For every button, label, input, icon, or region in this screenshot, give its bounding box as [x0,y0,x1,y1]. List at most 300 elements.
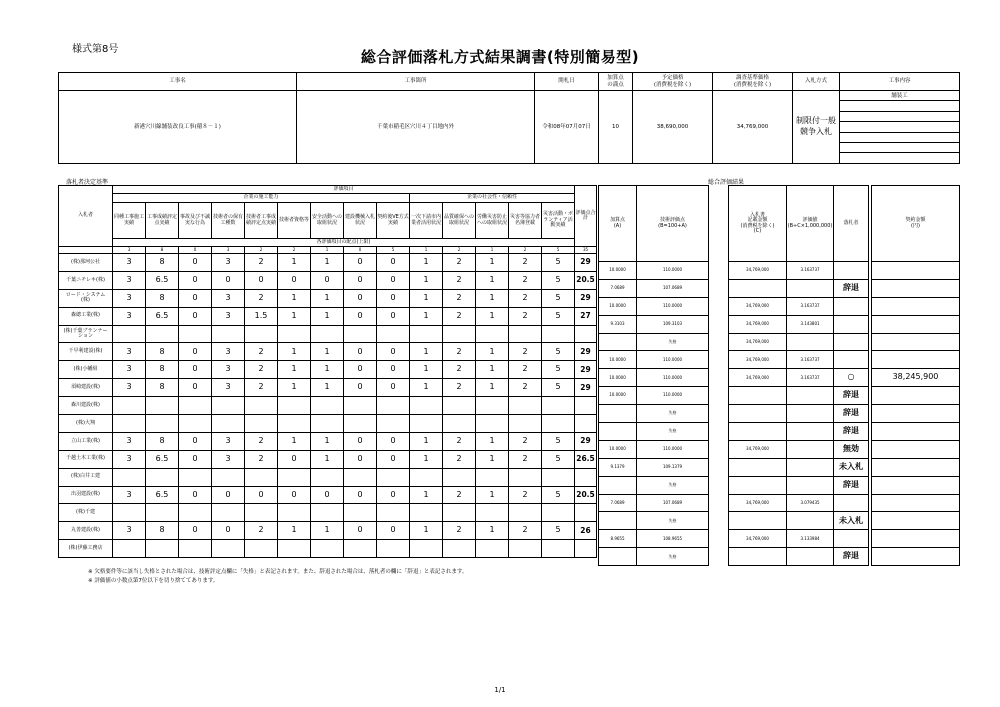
score-cell: 5 [542,379,575,397]
score-cell: 3 [212,289,245,307]
score-cell [146,504,179,522]
score-cell [311,397,344,415]
max-score-cell: 2 [509,247,542,254]
header-eval-item: 工事成績評定点実績 [146,203,179,239]
score-cell: 3 [212,254,245,272]
add-score: 10.0000 [599,262,637,280]
score-cell [542,325,575,343]
contract-amount [872,351,960,369]
bidder-name: 千葉ニチレキ(株) [59,271,113,289]
add-score: 8.9655 [599,530,637,548]
score-cell: 1 [476,271,509,289]
score-cell: 3 [113,289,146,307]
add-score: 9.1379 [599,458,637,476]
table-row [59,415,597,433]
score-cell [278,415,311,433]
winner-mark [834,262,869,280]
work-content-item [840,111,959,121]
score-cell: 1 [278,361,311,379]
score-cell [113,325,146,343]
eval-value [787,476,834,494]
score-cell: 2 [509,271,542,289]
score-cell: 8 [146,379,179,397]
result-row [599,333,960,351]
score-cell [179,540,212,558]
tech-score: 110.0000 [637,351,709,369]
contract-amount [872,297,960,315]
score-cell [179,468,212,486]
header-winner: 落札者 [834,186,869,262]
value-work-place: 千葉市稲毛区穴川４丁目地内外 [297,91,535,164]
table-row [59,361,597,379]
header-eval-item: 建設機械入札状況 [344,203,377,239]
tech-score: 失格 [637,423,709,441]
tech-score: 110.0000 [637,262,709,280]
total-score [575,504,597,522]
score-cell: 3 [212,379,245,397]
score-cell: 1 [476,289,509,307]
eval-value [787,387,834,405]
score-cell [146,468,179,486]
result-gap [709,369,729,387]
max-score-cell: 1 [476,247,509,254]
score-cell: 0 [344,289,377,307]
score-cell: 2 [509,343,542,361]
bidder-name: (株)千葉ブランナー ション [59,325,113,343]
winner-mark: ○ [834,369,869,387]
score-cell: 5 [542,486,575,504]
header-eval-item: 一次下請市内業者活用状況 [410,203,443,239]
tech-score: 110.0000 [637,297,709,315]
total-score: 20.5 [575,271,597,289]
value-planned-price: 38,690,000 [633,91,713,164]
tech-score: 108.9655 [637,530,709,548]
score-cell [179,325,212,343]
score-cell [509,415,542,433]
score-cell: 3 [113,271,146,289]
score-cell: 1 [410,361,443,379]
score-cell: 0 [377,307,410,325]
score-cell: 0 [377,289,410,307]
eval-value: 3.163737 [787,262,834,280]
decision-criteria-label: 落札者決定基準 [66,179,109,186]
score-cell: 0 [344,486,377,504]
eval-value [787,333,834,351]
result-gap [709,351,729,369]
bidder-name: 立山工業(株) [59,432,113,450]
bid-amount: 34,769,000 [729,333,787,351]
total-score: 20.5 [575,486,597,504]
result-gap [709,548,729,566]
score-cell: 1 [311,450,344,468]
header-planned-price: 予定価格 (消費税を除く) [633,73,713,91]
winner-mark: 辞退 [834,548,869,566]
max-score-cell: 2 [278,247,311,254]
add-score: 10.0000 [599,440,637,458]
winner-mark: 辞退 [834,405,869,423]
score-cell: 1 [311,522,344,540]
winner-mark [834,351,869,369]
score-cell [146,325,179,343]
work-content-item [840,142,959,152]
score-cell: 1 [278,254,311,272]
score-cell: 0 [179,522,212,540]
bid-amount: 34,769,000 [729,440,787,458]
eval-value [787,458,834,476]
score-cell: 0 [377,361,410,379]
winner-mark: 辞退 [834,476,869,494]
header-bid-amount: 入札書 記載金額 (消費税を除く) (C) [729,186,787,262]
score-cell [245,397,278,415]
score-cell: 0 [344,343,377,361]
score-cell: 0 [245,271,278,289]
result-row [599,315,960,333]
score-cell [476,540,509,558]
tech-score: 110.0000 [637,369,709,387]
max-score-cell: 0 [179,247,212,254]
max-score-cell: 3 [212,247,245,254]
score-cell [311,540,344,558]
result-gap [709,297,729,315]
document-title: 総合評価落札方式結果調書(特別簡易型) [360,48,640,66]
table-row [59,486,597,504]
header-open-date: 開札日 [535,73,599,91]
result-gap [709,405,729,423]
score-cell: 3 [113,379,146,397]
score-cell [410,415,443,433]
score-cell: 1 [410,343,443,361]
bid-amount: 34,769,000 [729,494,787,512]
tech-score: 失格 [637,512,709,530]
form-number: 様式第8号 [72,44,119,55]
total-score: 26.5 [575,450,597,468]
eval-value: 3.163737 [787,351,834,369]
work-content-item [840,122,959,132]
result-row [599,369,960,387]
score-cell: 6.5 [146,486,179,504]
score-cell: 5 [542,343,575,361]
page-number: 1/1 [494,686,506,694]
score-cell: 0 [179,361,212,379]
score-cell [542,540,575,558]
score-cell: 2 [509,450,542,468]
result-row [599,387,960,405]
score-cell [377,468,410,486]
score-cell [410,397,443,415]
score-cell: 3 [113,361,146,379]
bidder-name: (株)伊藤工務店 [59,540,113,558]
score-cell: 0 [344,450,377,468]
eval-value: 3.133984 [787,530,834,548]
table-row [59,289,597,307]
score-cell: 1 [311,432,344,450]
max-score-cell: 0 [344,247,377,254]
score-cell [443,468,476,486]
bidder-name: 森總工業(株) [59,307,113,325]
tech-score: 失格 [637,405,709,423]
score-cell: 0 [179,432,212,450]
max-score-cell: 1 [311,247,344,254]
score-cell: 2 [509,361,542,379]
score-cell: 0 [377,486,410,504]
bidder-name: 須崎建設(株) [59,379,113,397]
max-score-cell: 3 [113,247,146,254]
score-cell: 1 [278,432,311,450]
contract-amount [872,387,960,405]
result-gap [709,440,729,458]
score-cell [443,415,476,433]
add-score [599,405,637,423]
total-score [575,415,597,433]
total-score [575,325,597,343]
score-cell: 1 [476,361,509,379]
score-cell: 1 [311,379,344,397]
score-cell: 0 [179,379,212,397]
score-cell: 1 [278,379,311,397]
score-cell [509,325,542,343]
score-cell [344,504,377,522]
header-company-tech: 企業の施工能力 [113,194,410,203]
table-row [59,432,597,450]
score-cell: 8 [146,432,179,450]
score-cell [509,397,542,415]
score-cell: 0 [311,486,344,504]
value-add-full: 10 [599,91,633,164]
result-gap [709,530,729,548]
score-cell: 0 [344,522,377,540]
table-row [59,540,597,558]
table-row [59,468,597,486]
score-cell [311,504,344,522]
score-cell [212,504,245,522]
bidder-name: 森川建設(株) [59,397,113,415]
score-cell: 0 [377,432,410,450]
contract-amount [872,458,960,476]
score-cell [542,504,575,522]
score-cell: 0 [344,271,377,289]
bidder-name: 出羽建設(株) [59,486,113,504]
score-cell: 5 [542,432,575,450]
header-eval-item: 契約後VE方式実績 [377,203,410,239]
result-row [599,262,960,280]
work-content-item [840,101,959,111]
score-cell: 1 [476,522,509,540]
max-score-cell: 2 [245,247,278,254]
bid-amount [729,279,787,297]
score-cell: 3 [113,432,146,450]
bidder-name: (株)千建 [59,504,113,522]
score-cell [245,504,278,522]
contract-amount [872,279,960,297]
result-gap [709,333,729,351]
bidder-name: 丸善建設(株) [59,522,113,540]
eval-value [787,279,834,297]
score-cell: 2 [509,486,542,504]
header-eval-item: 技術者の保有工種数 [212,203,245,239]
result-gap [709,387,729,405]
result-row [599,476,960,494]
score-cell: 2 [443,271,476,289]
score-cell: 5 [542,307,575,325]
score-cell [443,325,476,343]
score-cell: 1 [476,450,509,468]
table-row [59,325,597,343]
score-cell [146,415,179,433]
contract-amount [872,548,960,566]
winner-mark [834,315,869,333]
total-score: 29 [575,254,597,272]
score-cell: 8 [146,289,179,307]
tech-score: 110.0000 [637,387,709,405]
header-contract-amount: 契約金額 (円) [872,186,960,262]
score-cell: 1 [278,307,311,325]
score-cell [377,325,410,343]
score-cell: 1 [278,289,311,307]
score-cell: 0 [179,486,212,504]
score-cell: 2 [509,432,542,450]
score-cell: 0 [245,486,278,504]
tech-score: 107.0689 [637,494,709,512]
bid-amount [729,476,787,494]
score-cell: 0 [212,522,245,540]
score-cell: 0 [377,450,410,468]
score-cell [113,415,146,433]
score-cell: 8 [146,343,179,361]
score-cell [113,540,146,558]
score-cell [377,504,410,522]
score-cell: 0 [344,379,377,397]
score-cell [278,540,311,558]
total-score [575,397,597,415]
bid-amount: 34,769,000 [729,315,787,333]
tech-score: 110.0000 [637,440,709,458]
eval-value [787,423,834,441]
score-cell [443,397,476,415]
result-gap [709,512,729,530]
score-cell [113,504,146,522]
max-score-cell: 2 [443,247,476,254]
score-cell: 0 [377,522,410,540]
header-eval-item: 同種工事施工実績 [113,203,146,239]
score-cell [377,415,410,433]
score-cell [542,415,575,433]
score-cell: 0 [344,361,377,379]
add-score: 10.0000 [599,297,637,315]
score-cell [509,504,542,522]
bidder-name: 千越土木工業(株) [59,450,113,468]
winner-mark [834,297,869,315]
eval-value [787,548,834,566]
score-cell: 0 [377,271,410,289]
table-row [59,450,597,468]
contract-info-table [58,72,960,164]
score-cell: 1 [410,432,443,450]
score-cell: 0 [212,271,245,289]
score-cell [146,397,179,415]
winner-mark [834,494,869,512]
winner-mark: 辞退 [834,423,869,441]
score-cell: 3 [113,486,146,504]
max-row-blank [59,247,113,254]
tech-score: 失格 [637,548,709,566]
score-cell [245,325,278,343]
score-cell: 2 [443,361,476,379]
score-cell: 2 [443,343,476,361]
add-score [599,423,637,441]
score-cell [212,397,245,415]
score-cell [377,540,410,558]
table-row [59,307,597,325]
score-cell: 0 [179,307,212,325]
score-cell: 5 [542,289,575,307]
add-score: 7.0689 [599,494,637,512]
value-work-name: 新港穴川線舗装改良工事(稲８－１) [59,91,297,164]
bid-amount [729,387,787,405]
bid-amount [729,458,787,476]
table-row [59,504,597,522]
bid-amount [729,405,787,423]
score-cell: 6.5 [146,271,179,289]
score-cell: 5 [542,361,575,379]
bid-amount: 34,769,000 [729,369,787,387]
score-cell [278,397,311,415]
score-cell: 5 [542,271,575,289]
header-eval-item: 品質確保への取組状況 [443,203,476,239]
bidder-name: (株)小幡組 [59,361,113,379]
result-row [599,279,960,297]
score-cell [344,325,377,343]
work-content-item: 舗装工 [840,91,959,101]
score-cell: 0 [278,271,311,289]
total-score [575,468,597,486]
score-cell: 2 [245,432,278,450]
header-add-score: 加算点 (A) [599,186,637,262]
score-cell [509,540,542,558]
header-work-name: 工事名 [59,73,297,91]
header-max-label: 各評価項目の配点(上限) [113,239,575,247]
score-cell: 0 [179,289,212,307]
work-content-list [840,91,959,163]
score-cell: 2 [245,450,278,468]
header-bidder: 入札者 [59,186,113,247]
total-score: 27 [575,307,597,325]
score-cell [377,397,410,415]
score-cell: 1 [311,254,344,272]
header-eval-item: 災害等協力者名簿登載 [509,203,542,239]
header-tech-score: 技術評価点 (B=100+A) [637,186,709,262]
score-cell [476,504,509,522]
score-cell: 2 [443,254,476,272]
header-survey-price: 調査基準価格 (消費税を除く) [713,73,793,91]
winner-mark [834,333,869,351]
score-cell: 3 [212,343,245,361]
contract-amount [872,530,960,548]
score-cell [278,468,311,486]
bidder-name: (株)大翔 [59,415,113,433]
add-score: 10.0000 [599,351,637,369]
bid-amount: 34,769,000 [729,351,787,369]
score-cell: 1 [410,307,443,325]
score-cell: 2 [245,254,278,272]
score-cell [245,468,278,486]
score-cell [311,415,344,433]
score-cell: 1 [476,432,509,450]
contract-amount [872,494,960,512]
header-eval-item: 技術者工事成績評定点実績 [245,203,278,239]
score-cell [476,468,509,486]
score-cell [245,415,278,433]
bidder-name: (株)白井工建 [59,468,113,486]
